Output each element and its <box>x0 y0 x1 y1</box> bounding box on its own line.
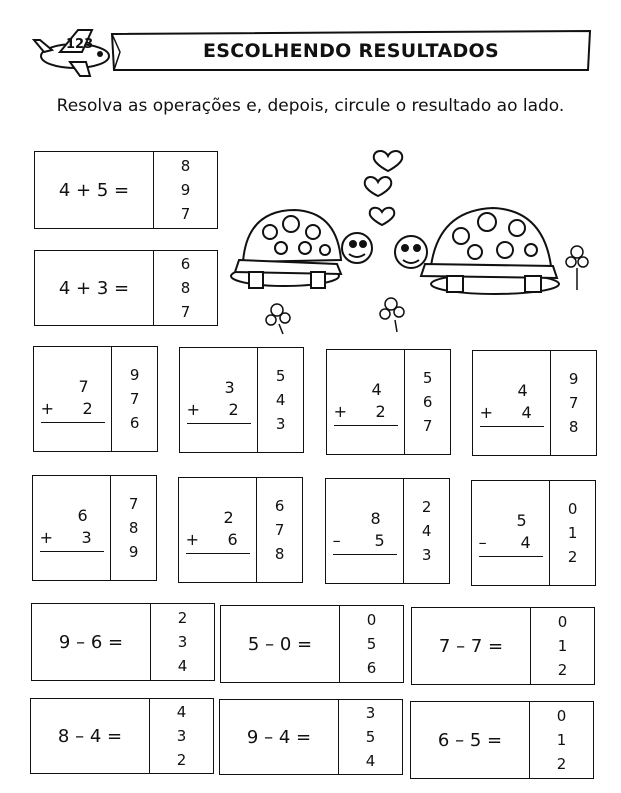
option-1[interactable]: 3 <box>365 704 376 722</box>
option-2[interactable]: 4 <box>275 391 286 409</box>
operator: + <box>39 527 54 547</box>
option-2[interactable]: 3 <box>177 633 188 651</box>
option-2[interactable]: 4 <box>421 522 432 540</box>
option-3[interactable]: 9 <box>128 543 139 561</box>
top-number: 2 <box>223 507 234 527</box>
option-1[interactable]: 0 <box>557 613 568 631</box>
vertical-operation <box>473 351 550 455</box>
answer-options <box>256 478 302 582</box>
equation: 8 – 4 = <box>57 725 123 747</box>
answer-options <box>153 152 217 228</box>
option-1[interactable]: 8 <box>180 157 191 175</box>
option-3[interactable]: 6 <box>366 659 377 677</box>
option-3[interactable]: 8 <box>274 545 285 563</box>
airplane-icon <box>30 22 120 82</box>
answer-options <box>111 347 157 451</box>
vertical-operation <box>327 350 404 454</box>
option-2[interactable]: 8 <box>128 519 139 537</box>
exercise-box <box>34 250 218 326</box>
bottom-number: 5 <box>374 530 385 550</box>
exercise-box <box>31 603 215 681</box>
option-3[interactable]: 7 <box>422 417 433 435</box>
exercise-box <box>410 701 594 779</box>
operator: + <box>186 399 201 419</box>
equation: 5 – 0 = <box>247 633 313 655</box>
option-1[interactable]: 0 <box>366 611 377 629</box>
option-3[interactable]: 2 <box>176 751 187 769</box>
top-number: 5 <box>516 510 527 530</box>
option-2[interactable]: 8 <box>180 279 191 297</box>
bottom-number: 4 <box>520 532 531 552</box>
option-1[interactable]: 4 <box>176 703 187 721</box>
instruction-text: Resolva as operações e, depois, circule o resultado ao lado. <box>56 96 565 116</box>
option-2[interactable]: 7 <box>568 394 579 412</box>
option-1[interactable]: 0 <box>556 707 567 725</box>
answer-options <box>110 476 156 580</box>
answer-options <box>339 606 403 682</box>
page-title: ESCOLHENDO RESULTADOS <box>203 40 499 62</box>
option-3[interactable]: 8 <box>568 418 579 436</box>
option-2[interactable]: 5 <box>365 728 376 746</box>
operator: – <box>332 530 341 550</box>
bottom-number: 6 <box>227 529 238 549</box>
vertical-operation <box>326 479 403 583</box>
top-number: 6 <box>77 505 88 525</box>
exercise-box <box>179 347 304 453</box>
answer-options <box>257 348 303 452</box>
top-number: 8 <box>370 508 381 528</box>
bottom-number: 3 <box>81 527 92 547</box>
option-1[interactable]: 6 <box>274 497 285 515</box>
option-1[interactable]: 6 <box>180 255 191 273</box>
option-2[interactable]: 7 <box>274 521 285 539</box>
answer-options <box>549 481 595 585</box>
turtle-icon <box>231 210 372 288</box>
title-banner <box>110 30 592 72</box>
option-1[interactable]: 2 <box>177 609 188 627</box>
operator: + <box>333 401 348 421</box>
top-number: 7 <box>78 376 89 396</box>
vertical-operation <box>180 348 257 452</box>
exercise-box <box>219 699 403 775</box>
answer-options <box>404 350 450 454</box>
option-3[interactable]: 3 <box>421 546 432 564</box>
option-2[interactable]: 3 <box>176 727 187 745</box>
top-number: 4 <box>371 379 382 399</box>
answer-options <box>149 699 213 773</box>
equation: 4 + 3 = <box>58 277 130 299</box>
option-3[interactable]: 7 <box>180 205 191 223</box>
exercise-box <box>220 605 404 683</box>
bottom-number: 2 <box>82 398 93 418</box>
option-1[interactable]: 7 <box>128 495 139 513</box>
option-2[interactable]: 7 <box>129 390 140 408</box>
heart-icon <box>365 151 402 225</box>
exercise-box <box>33 346 158 452</box>
answer-options <box>529 702 593 778</box>
vertical-operation <box>179 478 256 582</box>
answer-options <box>403 479 449 583</box>
exercise-box <box>411 607 595 685</box>
top-number: 3 <box>224 377 235 397</box>
exercise-box <box>471 480 596 586</box>
equation: 6 – 5 = <box>437 729 503 751</box>
answer-options <box>150 604 214 680</box>
vertical-operation <box>472 481 549 585</box>
operator: + <box>185 529 200 549</box>
airplane-illustration <box>30 22 120 82</box>
operator: – <box>478 532 487 552</box>
answer-options <box>338 700 402 774</box>
option-3[interactable]: 4 <box>177 657 188 675</box>
exercise-box <box>32 475 157 581</box>
answer-options <box>550 351 596 455</box>
operator: + <box>479 402 494 422</box>
option-2[interactable]: 6 <box>422 393 433 411</box>
answer-options <box>530 608 594 684</box>
equation: 9 – 4 = <box>246 726 312 748</box>
vertical-operation <box>34 347 111 451</box>
equation: 7 – 7 = <box>438 635 504 657</box>
answer-options <box>153 251 217 325</box>
option-3[interactable]: 2 <box>556 755 567 773</box>
option-2[interactable]: 5 <box>366 635 377 653</box>
option-3[interactable]: 2 <box>567 548 578 566</box>
plane-number: 123 <box>66 37 94 52</box>
option-1[interactable]: 0 <box>567 500 578 518</box>
top-number: 4 <box>517 380 528 400</box>
bottom-number: 2 <box>228 399 239 419</box>
option-1[interactable]: 5 <box>422 369 433 387</box>
option-2[interactable]: 1 <box>567 524 578 542</box>
option-3[interactable]: 4 <box>365 752 376 770</box>
option-2[interactable]: 1 <box>557 637 568 655</box>
exercise-box <box>326 349 451 455</box>
equation: 9 – 6 = <box>58 631 124 653</box>
option-3[interactable]: 3 <box>275 415 286 433</box>
exercise-box <box>34 151 218 229</box>
bottom-number: 2 <box>375 401 386 421</box>
option-2[interactable]: 1 <box>556 731 567 749</box>
exercise-box <box>30 698 214 774</box>
equation: 4 + 5 = <box>58 179 130 201</box>
option-3[interactable]: 6 <box>129 414 140 432</box>
exercise-box <box>472 350 597 456</box>
operator: + <box>40 398 55 418</box>
option-1[interactable]: 2 <box>421 498 432 516</box>
vertical-operation <box>33 476 110 580</box>
option-1[interactable]: 5 <box>275 367 286 385</box>
exercise-box <box>178 477 303 583</box>
turtles-illustration <box>225 142 605 337</box>
option-1[interactable]: 9 <box>568 370 579 388</box>
option-1[interactable]: 9 <box>129 366 140 384</box>
bottom-number: 4 <box>521 402 532 422</box>
option-3[interactable]: 2 <box>557 661 568 679</box>
option-2[interactable]: 9 <box>180 181 191 199</box>
exercise-box <box>325 478 450 584</box>
option-3[interactable]: 7 <box>180 303 191 321</box>
turtle-icon <box>395 208 559 294</box>
